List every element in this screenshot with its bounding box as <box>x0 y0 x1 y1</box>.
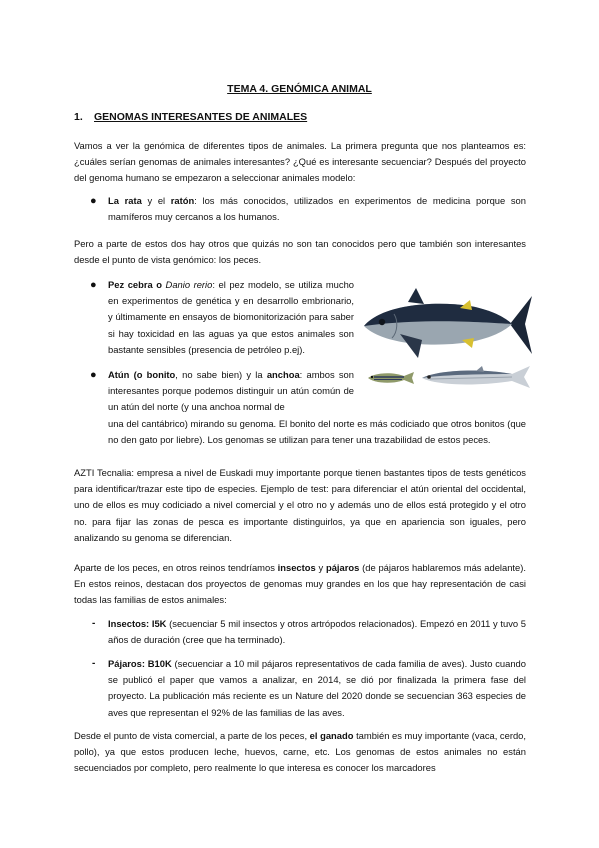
livestock-paragraph: Desde el punto de vista comercial, a parte de los peces, el ganado también es muy importante (vaca, cerdo, pollo), ya que estos producen leche, huevos, carne, etc. Los genomas de estos animales no están secuenciados por completo, pero realmente lo que interesa es conocer los marcadores <box>74 730 526 774</box>
bullet-mark: ● <box>90 195 97 207</box>
section-number: 1. <box>74 111 83 123</box>
tuna-image <box>360 288 535 360</box>
zebrafish-image <box>366 370 416 386</box>
bullet-mark: ● <box>90 279 97 291</box>
bullet-tuna-anchovy: Atún (o bonito, no sabe bien) y la anchoa: ambos son interesantes porque podemos distinguir un atún común de un atún del norte (y una anchoa normal de <box>108 369 354 413</box>
bullet-rat-mouse: La rata y el ratón: los más conocidos, utilizados en experimentos de medicina porque son mamíferos muy cercanos a los humanos. <box>108 195 526 223</box>
bullet-tuna-anchovy-continued: una del cantábrico) mirando su genoma. El bonito del norte es más codiciado que otros bonitos (que no den gato por liebre). Los genomas se utilizan para tener una trazabilidad de estos peces. <box>108 418 526 446</box>
other-kingdoms-paragraph: Aparte de los peces, en otros reinos tendríamos insectos y pájaros (de pájaros hablaremos más adelante). En estos reinos, destacan dos proyectos de genomas muy grandes en los que hay representación de casi todas las familias de estos animales: <box>74 562 526 606</box>
intro-paragraph: Vamos a ver la genómica de diferentes tipos de animales. La primera pregunta que nos planteamos es: ¿cuáles serían genomas de animales interesantes? ¿Qué es interesante secuenciar? Después del proyecto del genoma humano se empezaron a seleccionar animales modelo: <box>74 140 526 184</box>
bullet-zebrafish: Pez cebra o Danio rerio: el pez modelo, se utiliza mucho en experimentos de genética y en desarrollo embrionario, y últimamente en ensayos de biomonitorización para saber si hay toxicidad en las aguas ya que estos animales son bastante sensibles (presencia de petróleo p.ej). <box>108 279 354 355</box>
bullet-mark: ● <box>90 369 97 381</box>
dash-mark: - <box>92 618 96 629</box>
birds-item: Pájaros: B10K (secuenciar a 10 mil pájaros representativos de cada familia de aves). Justo cuando se publicó el paper que vamos a analizar, en 2014, se dió por finalizada la primera fase del proyecto. La publicación más reciente es un Nature del 2020 donde se secuencian 363 especies de aves que representan el 92% de las familias de las aves. <box>108 658 526 718</box>
section-title: GENOMAS INTERESANTES DE ANIMALES <box>94 111 308 123</box>
azti-paragraph: AZTI Tecnalia: empresa a nivel de Euskadi muy importante porque tienen bastantes tipos de tests genéticos para identificar/trazar este tipo de especies. Ejemplo de test: para diferenciar el atún oriental del occidental, uno de ellos es muy codiciado a nivel comercial y el otro no y además uno de ellos está protegido y el otro no. para fijar las zonas de pesca es importante distinguirlos, ya que en apariencia son iguales, pero analizando su genoma se diferencian. <box>74 467 526 543</box>
document-title: TEMA 4. GENÓMICA ANIMAL <box>227 83 372 95</box>
insects-item: Insectos: I5K (secuenciar 5 mil insectos y otros artrópodos relacionados). Empezó en 2011 y tuvo 5 años de duración (cree que ha terminado). <box>108 618 527 646</box>
section-heading <box>74 111 307 123</box>
dash-mark: - <box>92 658 96 669</box>
fish-intro-paragraph: Pero a parte de estos dos hay otros que quizás no son tan conocidos pero que también son interesantes desde el punto de vista genómico: los peces. <box>74 238 526 266</box>
anchovy-image <box>420 364 532 390</box>
